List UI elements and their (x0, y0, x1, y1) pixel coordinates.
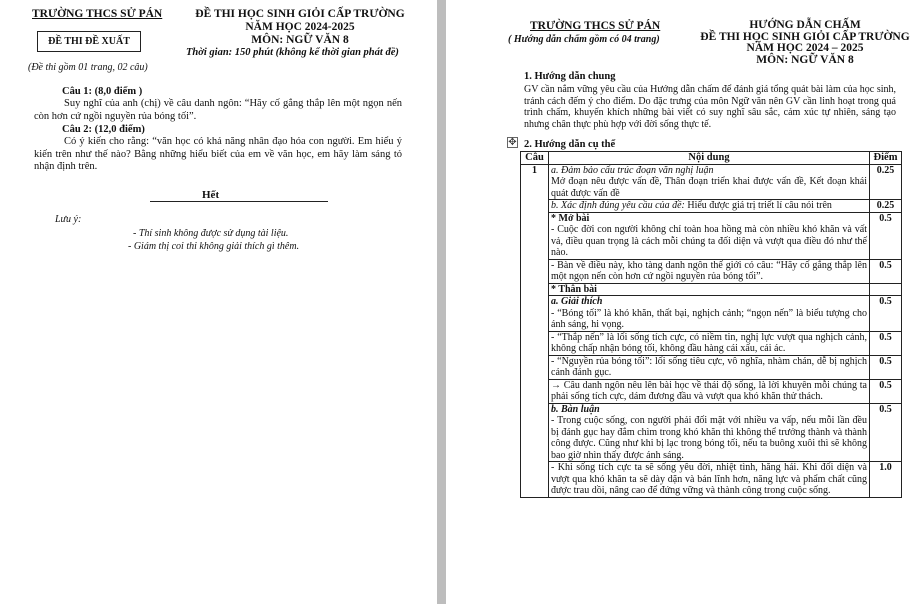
content-label: * Thân bài (551, 283, 597, 295)
table-row (521, 331, 902, 355)
content-label: * Mở bài (551, 212, 590, 224)
table-row (521, 403, 902, 462)
section-1-body: GV cần nắm vững yêu cầu của Hướng dẫn chấm để đánh giá tổng quát bài làm của học sinh, tránh cách đếm ý cho điểm. Do đặc trưng của môn Ngữ văn nên GV cần linh hoạt trong quá trình chấm, khuyến khích những bài viết có suy nghĩ sâu sắc, cảm xúc tự nhiên, sáng tạo nhưng chân thực phù hợp với đời sống thực tế. (524, 84, 896, 130)
content-label: b. Bàn luận (551, 403, 600, 415)
exam-time: Thời gian: 150 phút (không kể thời gian phát đề) (186, 47, 399, 58)
school-name: TRƯỜNG THCS SỬ PÁN (530, 20, 661, 32)
page-count-note: (Đề thi gồm 01 trang, 02 câu) (28, 62, 148, 73)
score-cell: 0.5 (870, 212, 902, 259)
score-cell: 0.5 (870, 355, 902, 379)
column-header-cau: Câu (521, 152, 549, 165)
content-cell (549, 259, 870, 283)
question-2-heading: Câu 2: (12,0 điểm) (62, 124, 145, 135)
score-cell: 0.5 (870, 331, 902, 355)
proposed-exam-badge: ĐỀ THI ĐỀ XUẤT (37, 31, 141, 52)
guide-title-line1: HƯỚNG DẪN CHẤM (749, 19, 861, 31)
table-row (521, 283, 902, 296)
table-row (521, 164, 902, 200)
content-text: - “Thắp nến” là lối sống tích cực, có niềm tin, nghị lực vượt qua nghịch cảnh, không chấp nhận bóng tối, không đầu hàng cái xấu, cái ác. (551, 331, 867, 354)
content-label: b. Xác định đúng yêu cầu của đề: (551, 200, 685, 211)
grading-guide-page (446, 0, 918, 604)
column-header-content: Nội dung (549, 152, 870, 165)
question-number-cell: 1 (521, 164, 549, 497)
content-text: Mở đoạn nêu được vấn đề, Thân đoạn triển khai được vấn đề, Kết đoạn khái quát được vấn đề (551, 176, 867, 199)
table-row (521, 462, 902, 498)
table-row (521, 212, 902, 259)
content-cell (549, 331, 870, 355)
content-cell (549, 403, 870, 462)
question-1-text: Suy nghĩ của anh (chị) về câu danh ngôn: “Hãy cố gắng thắp lên một ngọn nến còn hơn cứ ngồi nguyền rủa bóng tối”. (34, 98, 402, 122)
content-cell (549, 296, 870, 332)
section-2-heading: 2. Hướng dẫn cụ thể (524, 139, 616, 150)
guide-title-line2: ĐỀ THI HỌC SINH GIỎI CẤP TRƯỜNG (700, 30, 910, 43)
score-cell: 0.5 (870, 296, 902, 332)
score-cell: 0.25 (870, 164, 902, 200)
content-cell (549, 164, 870, 200)
table-row (521, 200, 902, 213)
school-name: TRƯỜNG THCS SỬ PÁN (32, 8, 163, 20)
table-row (521, 355, 902, 379)
content-cell (549, 379, 870, 403)
table-row (521, 296, 902, 332)
content-label: a. Giải thích (551, 296, 603, 307)
score-cell: 1.0 (870, 462, 902, 498)
content-cell (549, 355, 870, 379)
content-text: Hiểu được giá trị triết lí câu nói trên (684, 200, 832, 211)
guide-page-count-note: ( Hướng dẫn chấm gồm có 04 trang) (508, 34, 660, 45)
table-row (521, 379, 902, 403)
content-cell (549, 212, 870, 259)
content-text: - “Nguyền rủa bóng tối”: lối sống tiêu cực, vô nghĩa, nhàm chán, dễ bị nghịch cảnh đánh gục. (551, 355, 867, 378)
end-label: Hết (202, 189, 220, 201)
exam-title-line3: MÔN: NGỮ VĂN 8 (251, 34, 349, 46)
end-divider (150, 201, 328, 202)
section-1-heading: 1. Hướng dẫn chung (524, 71, 616, 82)
table-row (521, 259, 902, 283)
table-header-row (521, 152, 902, 165)
content-label: a. Đảm bảo cấu trúc đoạn văn nghị luận (551, 164, 714, 176)
column-header-score: Điểm (870, 152, 902, 165)
content-cell (549, 283, 870, 296)
content-text: - Bàn về điều này, kho tàng danh ngôn thế giới có câu: “Hãy cố gắng thắp lên một ngọn nến còn hơn cứ ngồi nguyền rủa bóng tối”. (551, 259, 867, 282)
note-item: - Thí sinh không được sử dụng tài liệu. (133, 228, 289, 239)
score-cell: 0.5 (870, 379, 902, 403)
exam-title-line2: NĂM HỌC 2024-2025 (245, 21, 355, 33)
question-1-heading: Câu 1: (8,0 điểm ) (62, 86, 143, 97)
score-cell (870, 283, 902, 296)
content-text: - Cuộc đời con người không chỉ toàn hoa hồng mà còn nhiều khó khăn và vất vả, điều quan trọng là cách mỗi chúng ta đối diện và vượt qua điều đó như thế nào. (551, 224, 867, 258)
note-item: - Giám thị coi thi không giải thích gì thêm. (128, 241, 300, 252)
content-text: - “Bóng tối” là khó khăn, thất bại, nghịch cảnh; “ngọn nến” là biểu tượng cho ánh sáng, hi vọng. (551, 307, 867, 330)
exam-page (0, 0, 437, 604)
guide-title (694, 20, 916, 66)
content-text: - Trong cuộc sống, con người phải đối mặt với nhiều va vấp, nếu mỗi lần đều bị đánh gục hay đắm chìm trong khó khăn thì không thể trưởng thành và thành công được. Cũng như khi bị lạc trong bóng tối, nếu ta buông xuôi thì sẽ không bao giờ nhìn thấy được ánh sáng. (551, 415, 867, 461)
note-label: Lưu ý: (55, 214, 82, 225)
question-2-text: Có ý kiến cho rằng: “văn học có khả năng nhân đạo hóa con người. Em hiểu ý kiến trên như thế nào? Bằng những hiểu biết của em về văn học, em hãy làm sáng tỏ nhận định trên. (34, 136, 402, 172)
guide-title-line4: MÔN: NGỮ VĂN 8 (756, 53, 854, 66)
content-cell (549, 462, 870, 498)
exam-title (190, 8, 410, 47)
content-text: → Câu danh ngôn nêu lên bài học về thái độ sống, là lời khuyên mỗi chúng ta phải sống tích cực, dám đương đầu và vượt qua khó khăn thử thách. (551, 379, 867, 402)
score-cell: 0.25 (870, 200, 902, 213)
score-cell: 0.5 (870, 403, 902, 462)
content-cell (549, 200, 870, 213)
guide-title-line3: NĂM HỌC 2024 – 2025 (746, 42, 864, 54)
grading-table (520, 151, 902, 498)
table-move-handle-icon[interactable]: ✥ (508, 137, 517, 148)
exam-title-line1: ĐỀ THI HỌC SINH GIỎI CẤP TRƯỜNG (195, 8, 405, 20)
content-text: - Khi sống tích cực ta sẽ sống yêu đời, nhiệt tình, hăng hái. Khi đối diện và vượt qua khó khăn ta sẽ dày dặn và bản lĩnh hơn, năng lực và phẩm chất cũng được trau dồi, nâng cao để đứng vững và thành công trong cuộc sống. (551, 462, 867, 496)
score-cell: 0.5 (870, 259, 902, 283)
